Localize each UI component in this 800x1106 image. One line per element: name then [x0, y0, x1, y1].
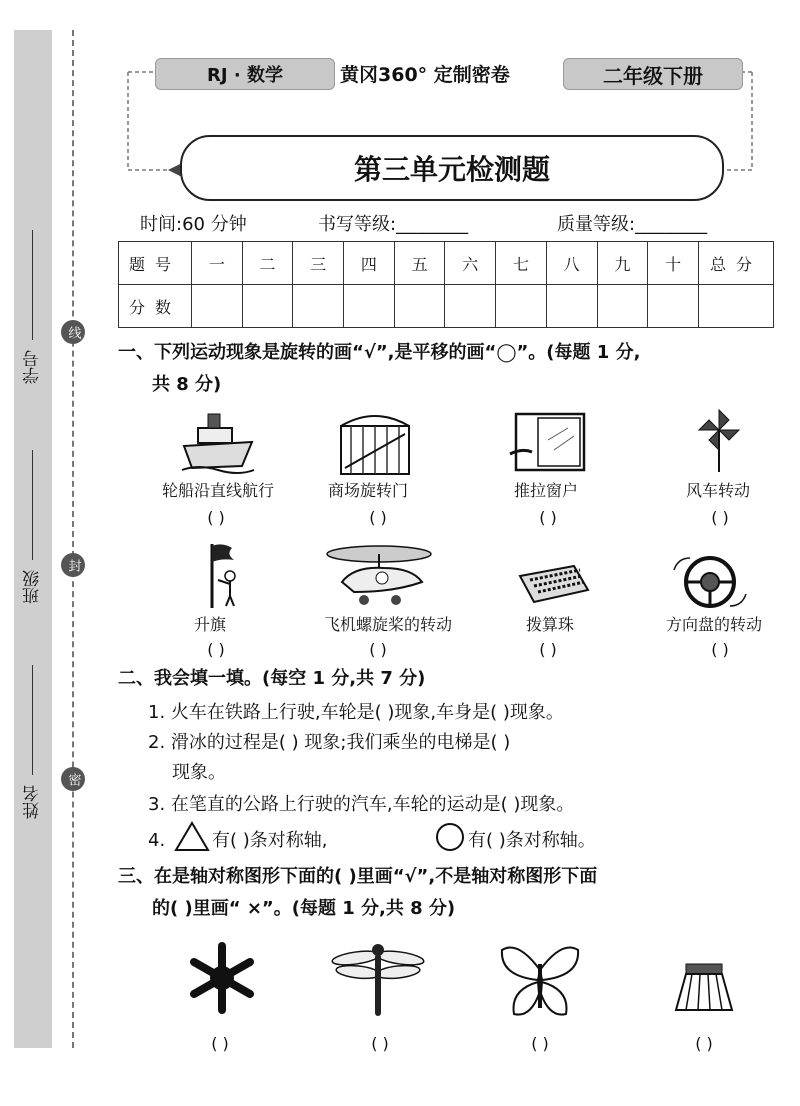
ship-icon	[178, 408, 258, 474]
score-cell[interactable]	[242, 285, 293, 328]
dragonfly-icon	[330, 940, 426, 1020]
student-id-label: 学号	[23, 350, 43, 384]
score-header-cell: 八	[546, 242, 597, 285]
answer-paren[interactable]: ( )	[539, 508, 557, 527]
score-row-label: 分数	[119, 285, 192, 328]
score-header-cell: 三	[293, 242, 344, 285]
basket-icon	[672, 960, 736, 1014]
answer-paren[interactable]: ( )	[207, 508, 225, 527]
score-cell[interactable]	[293, 285, 344, 328]
score-cell[interactable]	[192, 285, 243, 328]
score-value-row	[119, 285, 774, 328]
score-header-cell: 十	[648, 242, 699, 285]
question-2-2-cont: 现象。	[172, 762, 226, 783]
score-cell[interactable]	[546, 285, 597, 328]
item-label: 商场旋转门	[327, 481, 408, 500]
answer-paren[interactable]: ( )	[531, 1034, 549, 1053]
section1-title: 一、下列运动现象是旋转的画“√”,是平移的画“◯”。(每题 1 分,	[118, 342, 641, 363]
score-table	[118, 241, 774, 328]
circle-icon	[434, 821, 466, 853]
answer-paren[interactable]: ( )	[371, 1034, 389, 1053]
score-header-cell: 五	[394, 242, 445, 285]
snowflake-icon	[184, 940, 260, 1016]
score-cell[interactable]	[445, 285, 496, 328]
score-header-cell: 七	[496, 242, 547, 285]
answer-paren[interactable]: ( )	[711, 508, 729, 527]
score-header-cell: 二	[242, 242, 293, 285]
cut-line	[72, 30, 74, 1048]
answer-paren[interactable]: ( )	[211, 1034, 229, 1053]
answer-paren[interactable]: ( )	[369, 640, 387, 659]
score-cell[interactable]	[394, 285, 445, 328]
question-2-4a[interactable]: 有( )条对称轴,	[212, 830, 328, 851]
butterfly-icon	[498, 940, 582, 1022]
subject-badge: RJ · 数学	[155, 58, 335, 90]
question-2-4b[interactable]: 有( )条对称轴。	[468, 830, 596, 851]
item-label: 轮船沿直线航行	[161, 481, 274, 500]
score-header-cell: 六	[445, 242, 496, 285]
item-label: 推拉窗户	[513, 481, 578, 500]
seal-seal-char: 封	[61, 553, 85, 577]
exam-time: 时间:60 分钟	[140, 214, 247, 235]
question-2-1[interactable]: 1. 火车在铁路上行驶,车轮是( )现象,车身是( )现象。	[148, 702, 564, 723]
name-label: 姓名	[23, 785, 43, 819]
question-2-2[interactable]: 2. 滑冰的过程是( ) 现象;我们乘坐的电梯是( )	[148, 732, 511, 753]
item-label: 升旗	[193, 615, 226, 634]
class-label: 班级	[23, 570, 43, 604]
propeller-plane-icon	[324, 542, 434, 608]
student-id-line	[32, 230, 33, 340]
pinwheel-icon	[697, 408, 741, 474]
score-header-cell: 四	[344, 242, 395, 285]
name-line	[32, 665, 33, 775]
class-line	[32, 450, 33, 560]
score-header-cell: 题号	[119, 242, 192, 285]
answer-paren[interactable]: ( )	[711, 640, 729, 659]
section3-title: 三、在是轴对称图形下面的( )里画“√”,不是轴对称图形下面	[118, 866, 598, 887]
score-cell[interactable]	[597, 285, 648, 328]
abacus-icon	[514, 560, 594, 606]
score-header-row	[119, 242, 774, 285]
flag-raising-icon	[182, 540, 242, 610]
answer-paren[interactable]: ( )	[539, 640, 557, 659]
section1-title-cont: 共 8 分)	[152, 374, 222, 395]
score-cell[interactable]	[496, 285, 547, 328]
seal-secret-char: 密	[61, 767, 85, 791]
question-2-3[interactable]: 3. 在笔直的公路上行驶的汽车,车轮的运动是( )现象。	[148, 794, 575, 815]
brand-title: 黄冈360° 定制密卷	[340, 64, 510, 86]
item-label: 风车转动	[685, 481, 750, 500]
score-header-cell: 一	[192, 242, 243, 285]
score-total-cell[interactable]	[699, 285, 774, 328]
answer-paren[interactable]: ( )	[695, 1034, 713, 1053]
sliding-window-icon	[508, 410, 588, 474]
binding-margin	[14, 30, 52, 1048]
steering-wheel-icon	[670, 552, 750, 612]
answer-paren[interactable]: ( )	[369, 508, 387, 527]
triangle-icon	[174, 820, 210, 852]
seal-line-char: 线	[61, 320, 85, 344]
score-cell[interactable]	[648, 285, 699, 328]
score-header-cell: 九	[597, 242, 648, 285]
item-label: 拨算珠	[525, 615, 574, 634]
grade-badge: 二年级下册	[563, 58, 743, 90]
score-header-cell: 总分	[699, 242, 774, 285]
writing-grade: 书写等级:________	[318, 214, 469, 235]
item-label: 飞机螺旋桨的转动	[323, 615, 452, 634]
answer-paren[interactable]: ( )	[207, 640, 225, 659]
item-label: 方向盘的转动	[665, 615, 762, 634]
section2-title: 二、我会填一填。(每空 1 分,共 7 分)	[118, 668, 426, 689]
question-2-4-num: 4.	[148, 830, 166, 851]
revolving-door-icon	[335, 408, 415, 476]
quality-grade: 质量等级:________	[557, 214, 708, 235]
score-cell[interactable]	[344, 285, 395, 328]
page-title: 第三单元检测题	[180, 135, 724, 201]
section3-title-cont: 的( )里画“ ×”。(每题 1 分,共 8 分)	[152, 898, 456, 919]
